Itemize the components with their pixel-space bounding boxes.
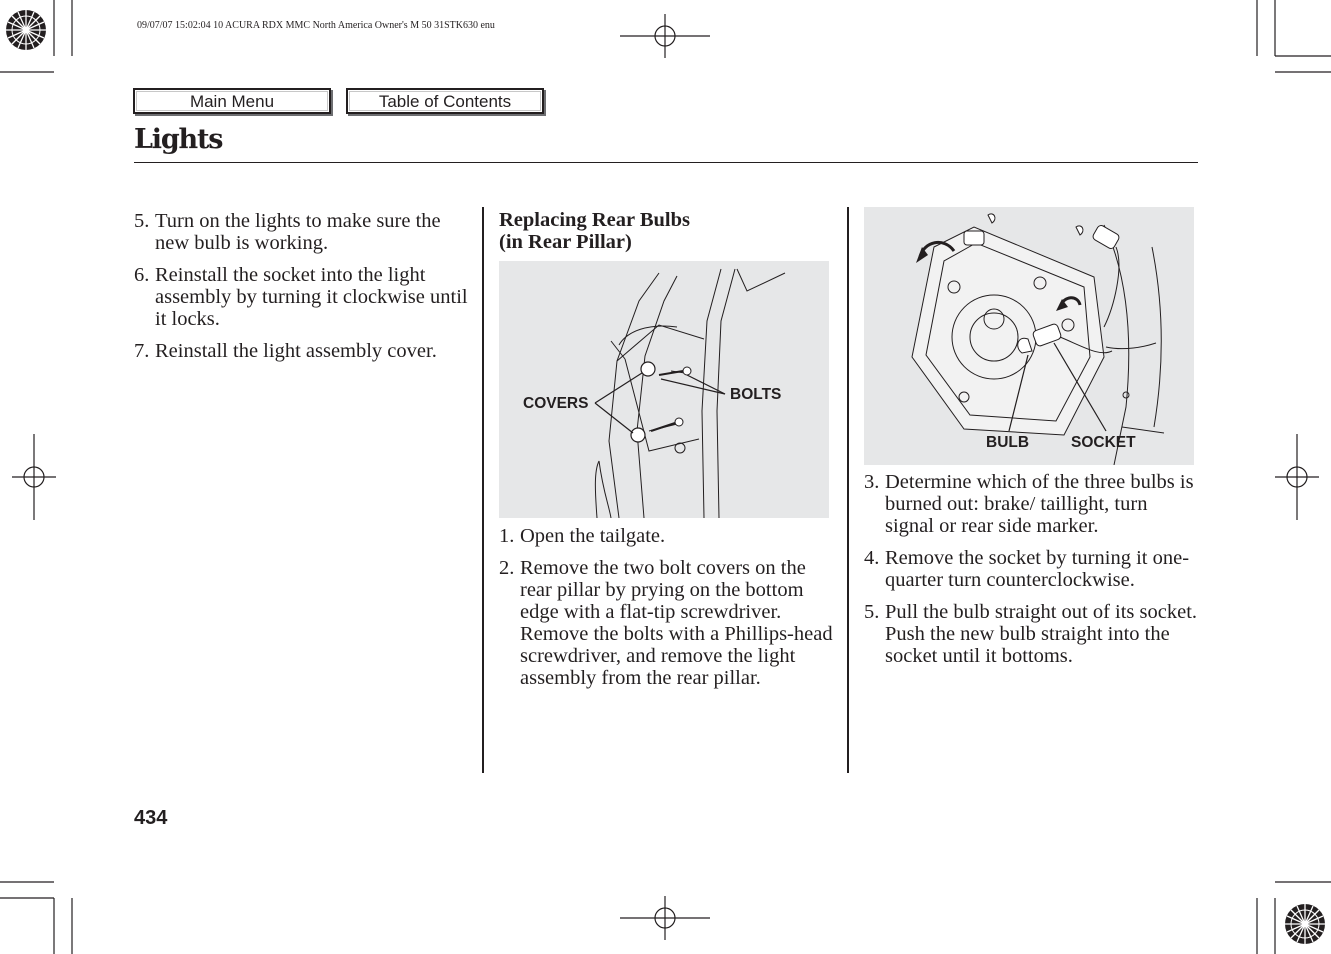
crosshair-icon [620, 896, 710, 940]
list-item [864, 601, 1200, 667]
step-text: Turn on the lights to make sure the new bulb is working. [155, 210, 441, 254]
list-item [499, 525, 835, 547]
section-heading [499, 209, 690, 253]
list-item [499, 557, 835, 689]
crosshair-icon [1275, 434, 1319, 520]
callout-bolts: BOLTS [730, 386, 782, 403]
title-divider [134, 162, 1198, 163]
crosshair-icon [12, 434, 56, 520]
step-text: Reinstall the light assembly cover. [155, 340, 437, 362]
step-text: Determine which of the three bulbs is burned out: brake/ taillight, turn signal or rear side marker. [885, 471, 1194, 537]
registration-target-icon [4, 8, 48, 52]
step-text: Remove the two bolt covers on the rear pillar by prying on the bottom edge with a flat-tip screwdriver. Remove the bolts with a Phillips-head screwdriver, and remove the light assembly from the rear pillar. [520, 557, 833, 689]
print-header: 09/07/07 15:02:04 10 ACURA RDX MMC North America Owner's M 50 31STK630 enu [137, 20, 495, 31]
right-steps-list [864, 471, 1200, 677]
step-number: 5. [134, 210, 150, 232]
list-item [864, 471, 1200, 537]
list-item [864, 547, 1200, 591]
step-number: 5. [864, 601, 880, 623]
left-steps-list [134, 210, 469, 372]
step-number: 6. [134, 264, 150, 286]
callout-bulb: BULB [986, 434, 1030, 451]
step-number: 4. [864, 547, 880, 569]
step-text: Reinstall the socket into the light assembly by turning it clockwise until it locks. [155, 264, 468, 330]
main-menu-button[interactable]: Main Menu [133, 88, 331, 114]
column-divider [482, 207, 484, 773]
middle-steps-list [499, 525, 835, 699]
heading-line: (in Rear Pillar) [499, 231, 632, 253]
taillight-illustration [864, 207, 1194, 465]
page-number: 434 [134, 807, 168, 829]
table-of-contents-button[interactable]: Table of Contents [346, 88, 544, 114]
list-item [134, 264, 469, 330]
column-divider [847, 207, 849, 773]
step-number: 1. [499, 525, 515, 547]
list-item [134, 210, 469, 254]
step-text: Pull the bulb straight out of its socket. Push the new bulb straight into the socket until it bottoms. [885, 601, 1198, 667]
callout-covers: COVERS [523, 395, 589, 412]
step-number: 2. [499, 557, 515, 579]
step-text: Open the tailgate. [520, 525, 666, 547]
step-number: 7. [134, 340, 150, 362]
step-number: 3. [864, 471, 880, 493]
callout-socket: SOCKET [1071, 434, 1136, 451]
registration-target-icon [1283, 902, 1327, 946]
crosshair-icon [620, 14, 710, 58]
step-text: Remove the socket by turning it one-quarter turn counterclockwise. [885, 547, 1190, 591]
heading-line: Replacing Rear Bulbs [499, 209, 690, 231]
page-title: Lights [134, 124, 223, 155]
rear-pillar-figure [499, 261, 829, 518]
taillight-figure [864, 207, 1194, 465]
list-item [134, 340, 469, 362]
